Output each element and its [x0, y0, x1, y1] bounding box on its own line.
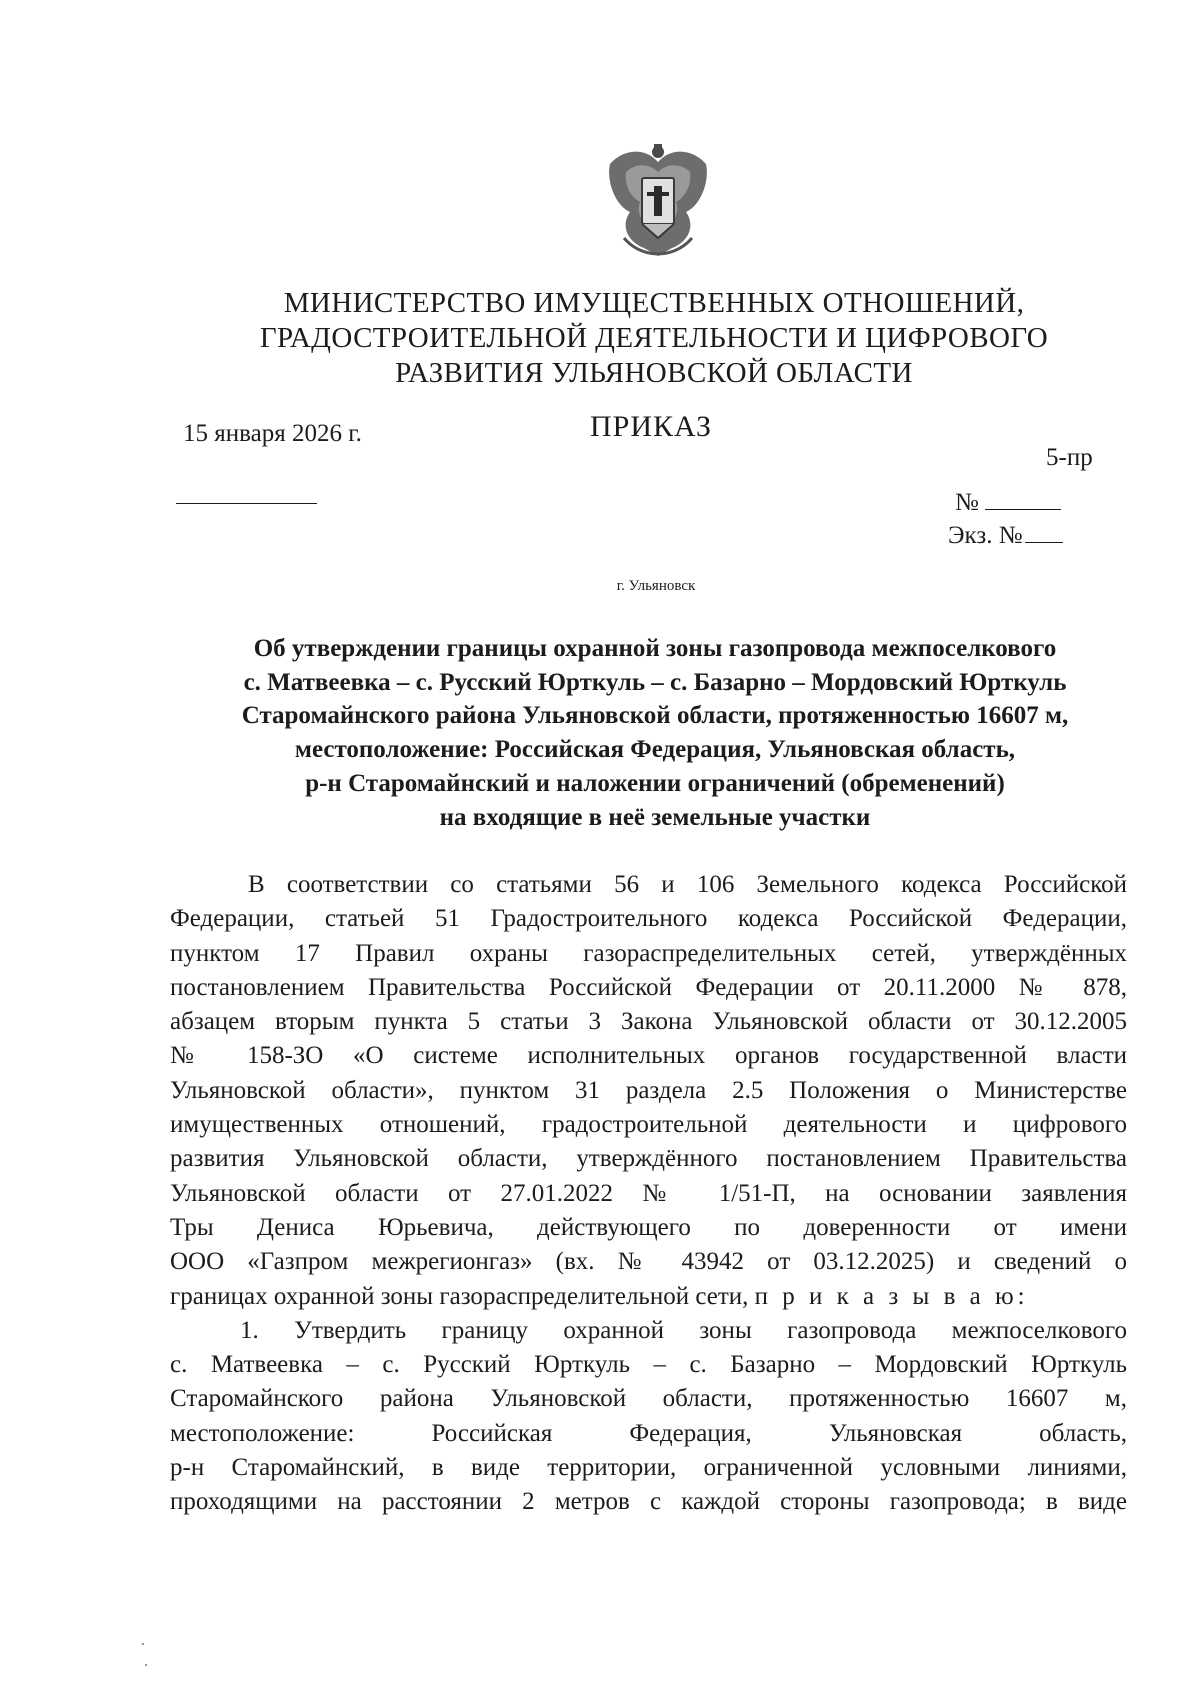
order-title: ПРИКАЗ — [590, 410, 712, 443]
text-line: Федерации, статьей 51 Градостроительного кодекса Российской Федерации, — [170, 905, 1127, 933]
order-verb: п р и к а з ы в а ю: — [754, 1282, 1029, 1310]
text-line: с. Матвеевка – с. Русский Юрткуль – с. Базарно – Мордовский Юрткуль — [170, 1351, 1127, 1379]
text-line: пунктом 17 Правил охраны газораспределительных сетей, утверждённых — [170, 939, 1127, 967]
coat-of-arms-icon — [604, 142, 712, 260]
heading-line: местоположение: Российская Федерация, Ульяновская область, — [294, 736, 1016, 764]
text-line: Старомайнского района Ульяновской области, протяженностью 16607 м, — [170, 1385, 1127, 1413]
heading-line: Старомайнского района Ульяновской области, протяженностью 16607 м, — [241, 702, 1069, 730]
ministry-name-line: МИНИСТЕРСТВО ИМУЩЕСТВЕННЫХ ОТНОШЕНИЙ, — [283, 287, 1025, 319]
order-number: 5-пр — [1046, 444, 1093, 471]
copy-number-label: Экз. № — [948, 522, 1023, 549]
scan-specks — [140, 1640, 150, 1670]
heading-line: с. Матвеевка – с. Русский Юрткуль – с. Базарно – Мордовский Юрткуль — [243, 668, 1067, 696]
text-line: местоположение: Российская Федерация, Ульяновская область, — [170, 1419, 1127, 1447]
text-fragment: границах охранной зоны газораспределительной сети, — [170, 1282, 755, 1310]
order-date: 15 января 2026 г. — [183, 420, 362, 447]
text-line: В соответствии со статьями 56 и 106 Земельного кодекса Российской — [248, 871, 1127, 898]
city-name: г. Ульяновск — [616, 578, 696, 594]
copy-number-field — [948, 520, 1063, 550]
text-line: абзацем вторым пункта 5 статьи 3 Закона Ульяновской области от 30.12.2005 — [170, 1008, 1127, 1036]
document-body — [170, 868, 1127, 1520]
text-line-last — [170, 1280, 1127, 1314]
text-line: Тры Дениса Юрьевича, действующего по доверенности от имени — [170, 1213, 1127, 1241]
ministry-name — [180, 286, 1128, 391]
text-line: 1. Утвердить границу охранной зоны газопровода межпоселкового — [240, 1316, 1127, 1344]
order-number-blank — [985, 487, 1061, 510]
order-number-label: № — [955, 489, 979, 516]
heading-line: Об утверждении границы охранной зоны газопровода межпоселкового — [253, 635, 1057, 662]
ministry-name-line: РАЗВИТИЯ УЛЬЯНОВСКОЙ ОБЛАСТИ — [395, 357, 913, 389]
text-line: имущественных отношений, градостроительной деятельности и цифрового — [170, 1111, 1127, 1139]
text-line: постановлением Правительства Российской Федерации от 20.11.2000 № 878, — [170, 973, 1127, 1001]
document-heading — [160, 632, 1150, 834]
text-line: Ульяновской области», пунктом 31 раздела 2.5 Положения о Министерстве — [170, 1076, 1127, 1104]
ministry-name-line: ГРАДОСТРОИТЕЛЬНОЙ ДЕЯТЕЛЬНОСТИ И ЦИФРОВОГО — [259, 322, 1049, 354]
text-line: р-н Старомайнский, в виде территории, ограниченной условными линиями, — [170, 1454, 1127, 1482]
copy-number-blank — [1025, 520, 1063, 543]
order-number-field — [955, 487, 1061, 517]
text-line: № 158-ЗО «О системе исполнительных органов государственной власти — [170, 1042, 1127, 1070]
text-line: проходящими на расстоянии 2 метров с каждой стороны газопровода; в виде — [170, 1488, 1127, 1516]
heading-line: р-н Старомайнский и наложении ограничений (обременений) — [305, 769, 1005, 797]
text-line: ООО «Газпром межрегионгаз» (вх. № 43942 от 03.12.2025) и сведений о — [170, 1248, 1127, 1276]
preamble-paragraph — [170, 868, 1127, 1314]
text-line: Ульяновской области от 27.01.2022 № 1/51-П, на основании заявления — [170, 1179, 1127, 1207]
text-line: развития Ульяновской области, утверждённого постановлением Правительства — [170, 1145, 1127, 1173]
item-1-paragraph — [170, 1314, 1127, 1520]
heading-line: на входящие в неё земельные участки — [439, 803, 871, 831]
date-underline — [176, 503, 317, 504]
